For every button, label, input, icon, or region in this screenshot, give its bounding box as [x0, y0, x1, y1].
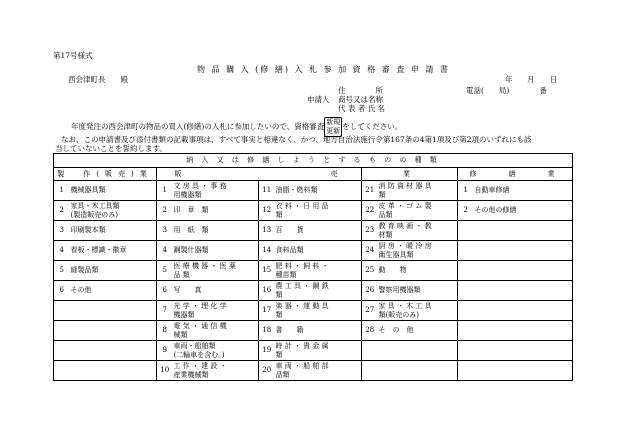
manufacturing-number [54, 301, 70, 321]
sales-a-number: 4 [157, 241, 173, 261]
sales-b-label: 車 両 ・ 船 舶 部 品類 [275, 361, 362, 381]
repair-number [458, 221, 474, 241]
sales-b-number: 17 [259, 301, 275, 321]
manufacturing-number: 4 [54, 241, 70, 261]
sales-b-number: 15 [259, 261, 275, 281]
repair-number: 1 [458, 181, 474, 201]
intro-line-3: 当していないことを誓約します。 [55, 144, 167, 153]
repair-label [474, 281, 573, 301]
sales-c-label: 消 防 資 材 器 具 類 [378, 181, 458, 201]
table-body [54, 181, 573, 381]
repair-label [474, 321, 573, 341]
sales-c-number: 21 [362, 181, 378, 201]
sales-b-number: 20 [259, 361, 275, 381]
table-row [54, 341, 573, 361]
col-manufacturing: 製 作(販売)業 [54, 168, 157, 181]
manufacturing-number: 5 [54, 261, 70, 281]
sales-a-number: 1 [157, 181, 173, 201]
manufacturing-number: 3 [54, 221, 70, 241]
repair-number [458, 361, 474, 381]
sales-c-number: 26 [362, 281, 378, 301]
sales-b-number: 12 [259, 201, 275, 221]
category-table [53, 153, 573, 381]
table-row [54, 241, 573, 261]
repair-number [458, 241, 474, 261]
sales-c-label: 警察用機器類 [378, 281, 458, 301]
manufacturing-label: その他 [70, 281, 157, 301]
manufacturing-number [54, 361, 70, 381]
sales-b-number: 13 [259, 221, 275, 241]
sales-b-number: 16 [259, 281, 275, 301]
boxed-renewal: 更新 [326, 127, 341, 135]
sales-a-label: 写 真 [173, 281, 259, 301]
repair-label [474, 361, 573, 381]
date-year: 年 [505, 75, 513, 84]
manufacturing-label: 家具・木工具類 (製造販売のみ) [70, 201, 157, 221]
manufacturing-number: 6 [54, 281, 70, 301]
repair-number [458, 301, 474, 321]
address-label: 住 所 [338, 86, 383, 95]
sales-a-number: 9 [157, 341, 173, 361]
sales-a-number: 10 [157, 361, 173, 381]
table-row [54, 221, 573, 241]
manufacturing-label: 看板・標識・徽章 [70, 241, 157, 261]
manufacturing-label: 機械器具類 [70, 181, 157, 201]
repair-label [474, 261, 573, 281]
applicant-label: 申請人 [307, 95, 330, 104]
sales-c-number: 22 [362, 201, 378, 221]
sales-c-label [378, 361, 458, 381]
sales-a-label: 医 療 機 器 ・ 医 薬 品 類 [173, 261, 259, 281]
intro-text-before: 年度発注の西会津町の物品の買入(修繕)の入札に参加したいので、資格審査 [71, 122, 325, 131]
sales-b-label: 油脂・燃料類 [275, 181, 362, 201]
table-row [54, 321, 573, 341]
date-month: 月 [527, 75, 535, 84]
sales-a-number: 8 [157, 321, 173, 341]
sales-a-label: 鋼製什器類 [173, 241, 259, 261]
repair-number [458, 281, 474, 301]
sales-c-number [362, 341, 378, 361]
sales-a-label: 車両・船舶類 (二輪車を含む。) [173, 341, 259, 361]
sales-b-label: 農 工 具 ・ 鋼 鉄 類 [275, 281, 362, 301]
sales-c-label: 皮 革 ・ ゴ ム 製 品類 [378, 201, 458, 221]
sales-a-number: 3 [157, 221, 173, 241]
repair-label [474, 221, 573, 241]
sales-c-number: 23 [362, 221, 378, 241]
manufacturing-number: 1 [54, 181, 70, 201]
repair-label: その他の修繕 [474, 201, 573, 221]
sales-c-number: 24 [362, 241, 378, 261]
col-repair: 修 繕 業 [458, 168, 573, 181]
sales-b-label: 楽 器 ・ 運 動 具 類 [275, 301, 362, 321]
sales-c-label [378, 341, 458, 361]
sales-a-number: 2 [157, 201, 173, 221]
boxed-new: 新規 [326, 118, 341, 126]
sales-b-label: 書 籍 [275, 321, 362, 341]
table-row [54, 201, 573, 221]
intro-text-after: をしてください。 [342, 122, 403, 131]
manufacturing-label: 印刷製本類 [70, 221, 157, 241]
sales-a-label: 電 気 ・ 通 信 機 械類 [173, 321, 259, 341]
repair-label [474, 301, 573, 321]
sales-a-number: 6 [157, 281, 173, 301]
manufacturing-label: 縫製品類 [70, 261, 157, 281]
table-row [54, 281, 573, 301]
date-day: 日 [550, 75, 558, 84]
sales-c-label: そ の 他 [378, 321, 458, 341]
sales-c-label: 動 物 [378, 261, 458, 281]
col-sales-tail: 業 [362, 168, 458, 181]
repair-label [474, 341, 573, 361]
sales-a-number: 5 [157, 261, 173, 281]
repair-label: 自動車修繕 [474, 181, 573, 201]
sales-b-number: 19 [259, 341, 275, 361]
table-header: 納 入 又 は 修 繕 し よ う と す る も の の 種 類 [54, 154, 573, 168]
repair-number [458, 261, 474, 281]
sales-b-label: 時 計 ・ 貴 金 属 類 [275, 341, 362, 361]
manufacturing-number: 2 [54, 201, 70, 221]
sales-c-label: 厨 房 ・ 暖 冷 房 衛生器具類 [378, 241, 458, 261]
sales-a-label: 用 紙 類 [173, 221, 259, 241]
form-number: 第17号様式 [53, 51, 93, 60]
repair-number: 2 [458, 201, 474, 221]
sales-a-label: 文 房 具 ・ 事 務 用機器類 [173, 181, 259, 201]
table-row [54, 301, 573, 321]
sales-a-label: 光 学 ・ 理 化 学 機器類 [173, 301, 259, 321]
table-row [54, 261, 573, 281]
sales-b-number: 11 [259, 181, 275, 201]
sales-c-number [362, 361, 378, 381]
page-title: 物 品 購 入 (修 繕) 入 札 参 加 資 格 審 査 申 請 書 [197, 65, 450, 74]
manufacturing-label [70, 361, 157, 381]
manufacturing-number [54, 341, 70, 361]
sales-a-number: 7 [157, 301, 173, 321]
sales-c-label: 家 具 ・ 木 工 具 類(販売のみ) [378, 301, 458, 321]
manufacturing-label [70, 321, 157, 341]
sales-a-label: 印 章 類 [173, 201, 259, 221]
phone-label: 電話( 局) 番 [466, 86, 547, 95]
sales-c-number: 28 [362, 321, 378, 341]
manufacturing-label [70, 341, 157, 361]
sales-b-label: 食料品類 [275, 241, 362, 261]
sales-b-label: 衣 料 ・ 日 用 品 類 [275, 201, 362, 221]
sales-b-number: 14 [259, 241, 275, 261]
sales-a-label: 工 作 ・ 建 設 ・ 産業機械類 [173, 361, 259, 381]
manufacturing-label [70, 301, 157, 321]
col-sales: 販 売 [157, 168, 362, 181]
addressee: 西会津町長 殿 [68, 75, 128, 84]
sales-c-number: 27 [362, 301, 378, 321]
table-row [54, 361, 573, 381]
sales-b-label: 肥 料 ・ 飼 料 ・ 種苗類 [275, 261, 362, 281]
repair-number [458, 321, 474, 341]
sales-c-number: 25 [362, 261, 378, 281]
company-name-label: 商号又は名称 [338, 95, 383, 104]
representative-label: 代 表 者 氏 名 [338, 104, 386, 113]
sales-c-label: 教 育 映 画 ・ 教 材類 [378, 221, 458, 241]
table-row [54, 181, 573, 201]
manufacturing-number [54, 321, 70, 341]
intro-line-2: なお、この申請書及び添付書類の記載事項は、すべて事実と相違なく、かつ、地方自治法施行令第167条の4第1項及び第2項のいずれにも該 [61, 135, 532, 144]
sales-b-label: 百 貨 [275, 221, 362, 241]
repair-label [474, 241, 573, 261]
repair-number [458, 341, 474, 361]
sales-b-number: 18 [259, 321, 275, 341]
